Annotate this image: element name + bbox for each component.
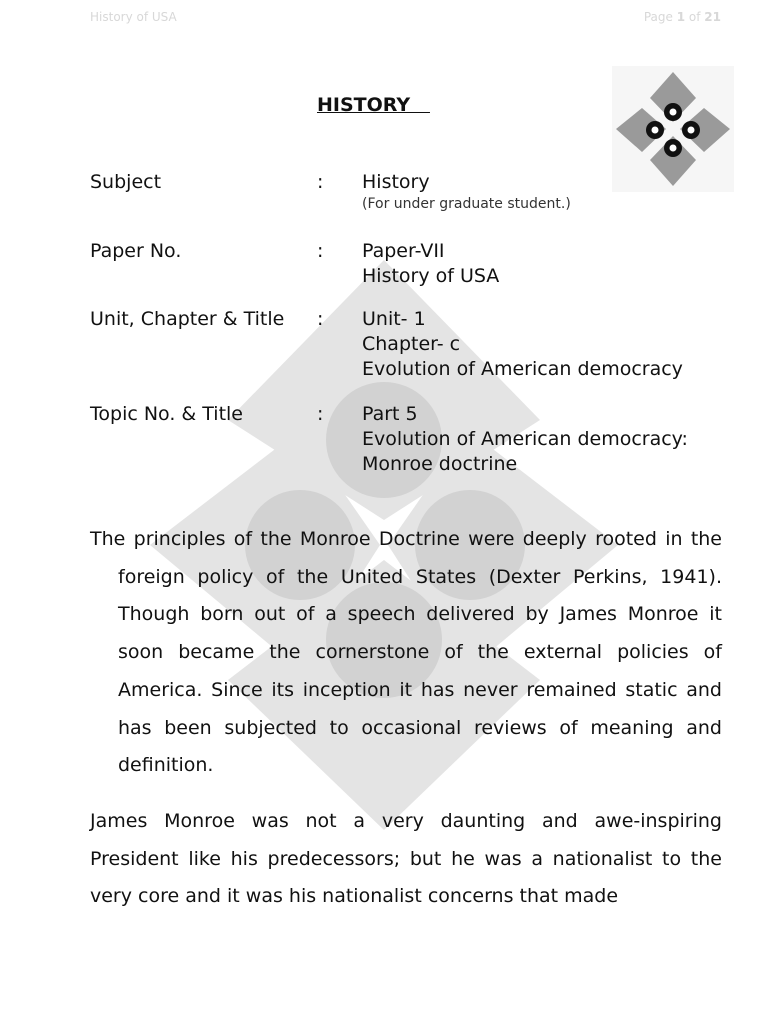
field-value: Part 5 Evolution of American democracy: Monroe doctrine [362, 403, 688, 475]
field-colon: : [317, 403, 324, 425]
field-value: Unit- 1 Chapter- c Evolution of American democracy [362, 308, 683, 380]
field-note: (For under graduate student.) [362, 196, 571, 212]
running-header [90, 10, 721, 26]
page-indicator: Page 1 of 21 [643, 10, 721, 24]
document-title: HISTORY [317, 94, 430, 116]
field-value: History (For under graduate student.) [362, 170, 722, 213]
body-paragraph: The principles of the Monroe Doctrine were deeply rooted in the foreign policy of the United States (Dexter Perkins, 1941). Though born out of a speech delivered by James Monroe it soon became the cornerstone of the external policies of America. Since its inception it has never remained static and has been subjected to occasional reviews of meaning and definition. [90, 528, 722, 777]
field-colon: : [317, 240, 324, 262]
field-label: Subject [90, 171, 162, 193]
field-label: Topic No. & Title [90, 403, 243, 425]
header-doc-title: History of USA [90, 10, 177, 24]
field-label: Unit, Chapter & Title [90, 308, 285, 330]
field-colon: : [317, 308, 324, 330]
field-label: Paper No. [90, 240, 182, 262]
page-total: 21 [704, 10, 721, 24]
body-paragraph: James Monroe was not a very daunting and awe-inspiring President like his predecessors; but he was a nationalist to the very core and it was his nationalist concerns that made [90, 810, 722, 908]
field-value: Paper-VII History of USA [362, 240, 500, 287]
page-current: 1 [676, 10, 686, 24]
field-colon: : [317, 171, 324, 193]
